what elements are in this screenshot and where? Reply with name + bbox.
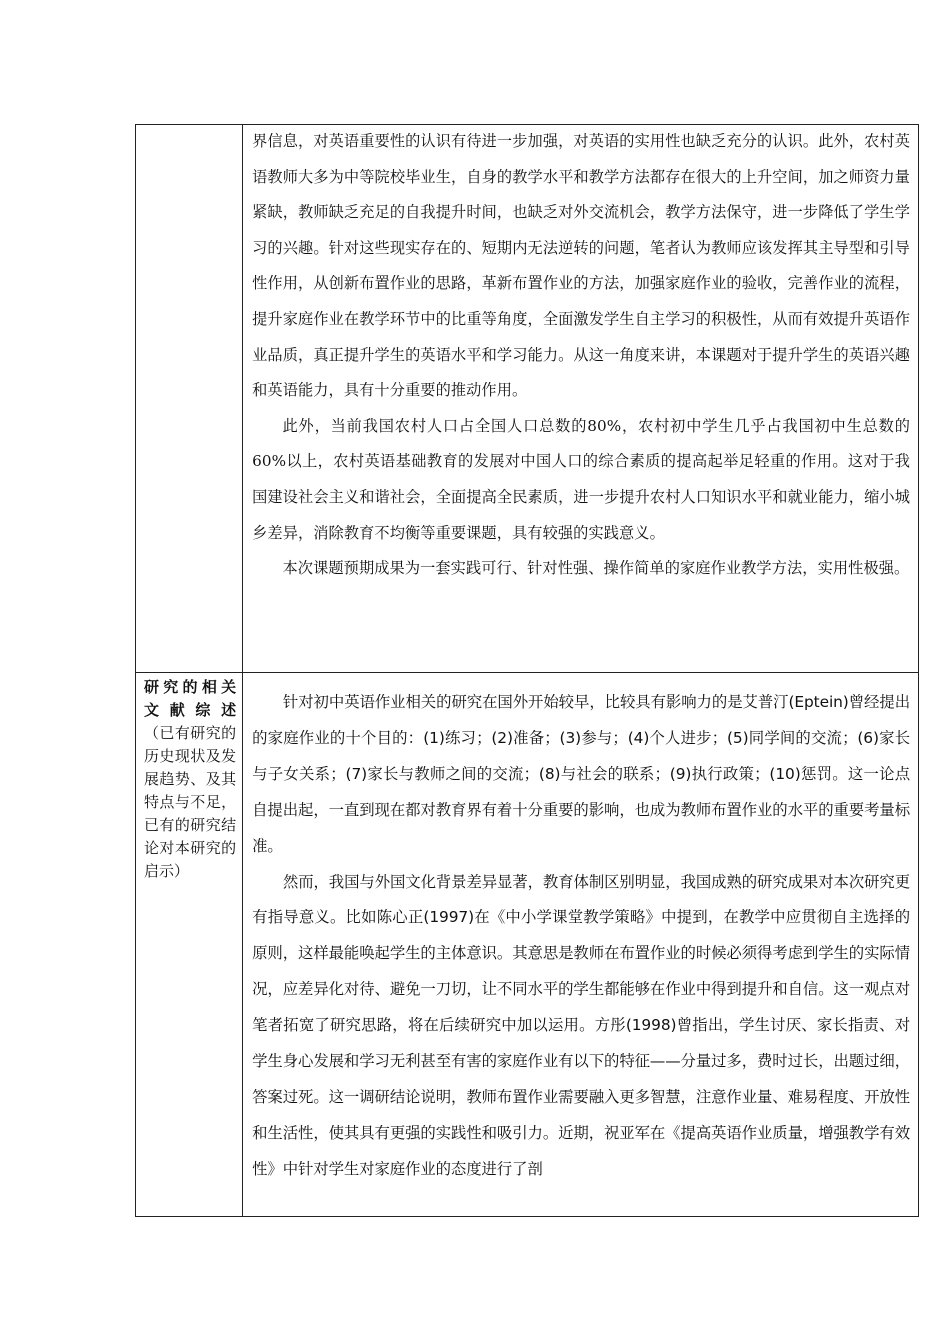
- literature-review-label-cell: [136, 673, 243, 1217]
- significance-row: [136, 125, 919, 673]
- literature-review-content: [243, 673, 919, 1217]
- literature-review-title: [144, 676, 236, 722]
- literature-review-title-line-2: 文献综述: [144, 701, 237, 719]
- literature-review-row: [136, 673, 919, 1217]
- literature-review-top-spacing: [252, 673, 910, 685]
- significance-paragraph-3: 本次课题预期成果为一套实践可行、针对性强、操作简单的家庭作业教学方法，实用性极强。: [282, 559, 910, 578]
- literature-review-paragraph-1: 针对初中英语作业相关的研究在国外开始较早，比较具有影响力的是艾普汀(Eptein)曾经提出的家庭作业的十个目的：(1)练习；(2)准备；(3)参与；(4)个人进步；(5)同学间的交流；(6)家长与子女关系；(7)家长与教师之间的交流；(8)与社会的联系；(9)执行政策；(10)惩罚。这一论点自提出起，一直到现在都对教育界有着十分重要的影响，也成为教师布置作业的水平的重要考量标准。: [252, 693, 910, 855]
- proposal-table: [135, 124, 919, 1217]
- significance-label-cell: [136, 125, 243, 673]
- significance-paragraph-2: 此外，当前我国农村人口占全国人口总数的80%，农村初中学生几乎占我国初中生总数的60%以上，农村英语基础教育的发展对中国人口的综合素质的提高起举足轻重的作用。这对于我国建设社会主义和谐社会，全面提高全民素质，进一步提升农村人口知识水平和就业能力，缩小城乡差异，消除教育不均衡等重要课题，具有较强的实践意义。: [252, 416, 910, 542]
- significance-paragraph-1: 界信息，对英语重要性的认识有待进一步加强，对英语的实用性也缺乏充分的认识。此外，农村英语教师大多为中等院校毕业生，自身的教学水平和教学方法都存在很大的上升空间，加之师资力量紧缺，教师缺乏充足的自我提升时间，也缺乏对外交流机会，教学方法保守，进一步降低了学生学习的兴趣。针对这些现实存在的、短期内无法逆转的问题，笔者认为教师应该发挥其主导型和引导性作用，从创新布置作业的思路，革新布置作业的方法，加强家庭作业的验收，完善作业的流程，提升家庭作业在教学环节中的比重等角度，全面激发学生自主学习的积极性，从而有效提升英语作业品质，真正提升学生的英语水平和学习能力。从这一角度来讲，本课题对于提升学生的英语兴趣和英语能力，具有十分重要的推动作用。: [252, 132, 910, 400]
- significance-content: [243, 125, 919, 673]
- literature-review-paragraph-2: 然而，我国与外国文化背景差异显著，教育体制区别明显，我国成熟的研究成果对本次研究更有指导意义。比如陈心正(1997)在《中小学课堂教学策略》中提到，在教学中应贯彻自主选择的原则，这样最能唤起学生的主体意识。其意思是教师在布置作业的时候必须得考虑到学生的实际情况，应差异化对待、避免一刀切，让不同水平的学生都能够在作业中得到提升和自信。这一观点对笔者拓宽了研究思路，将在后续研究中加以运用。方彤(1998)曾指出，学生讨厌、家长指责、对学生身心发展和学习无利甚至有害的家庭作业有以下的特征——分量过多，费时过长，出题过细，答案过死。这一调研结论说明，教师布置作业需要融入更多智慧，注意作业量、难易程度、开放性和生活性，使其具有更强的实践性和吸引力。近期，祝亚军在《提高英语作业质量，增强教学有效性》中针对学生对家庭作业的态度进行了剖: [252, 872, 910, 1178]
- literature-review-title-line-1: 研究的相关: [144, 678, 237, 696]
- literature-review-description: （已有研究的历史现状及发展趋势、及其特点与不足，已有的研究结论对本研究的启示）: [144, 724, 237, 880]
